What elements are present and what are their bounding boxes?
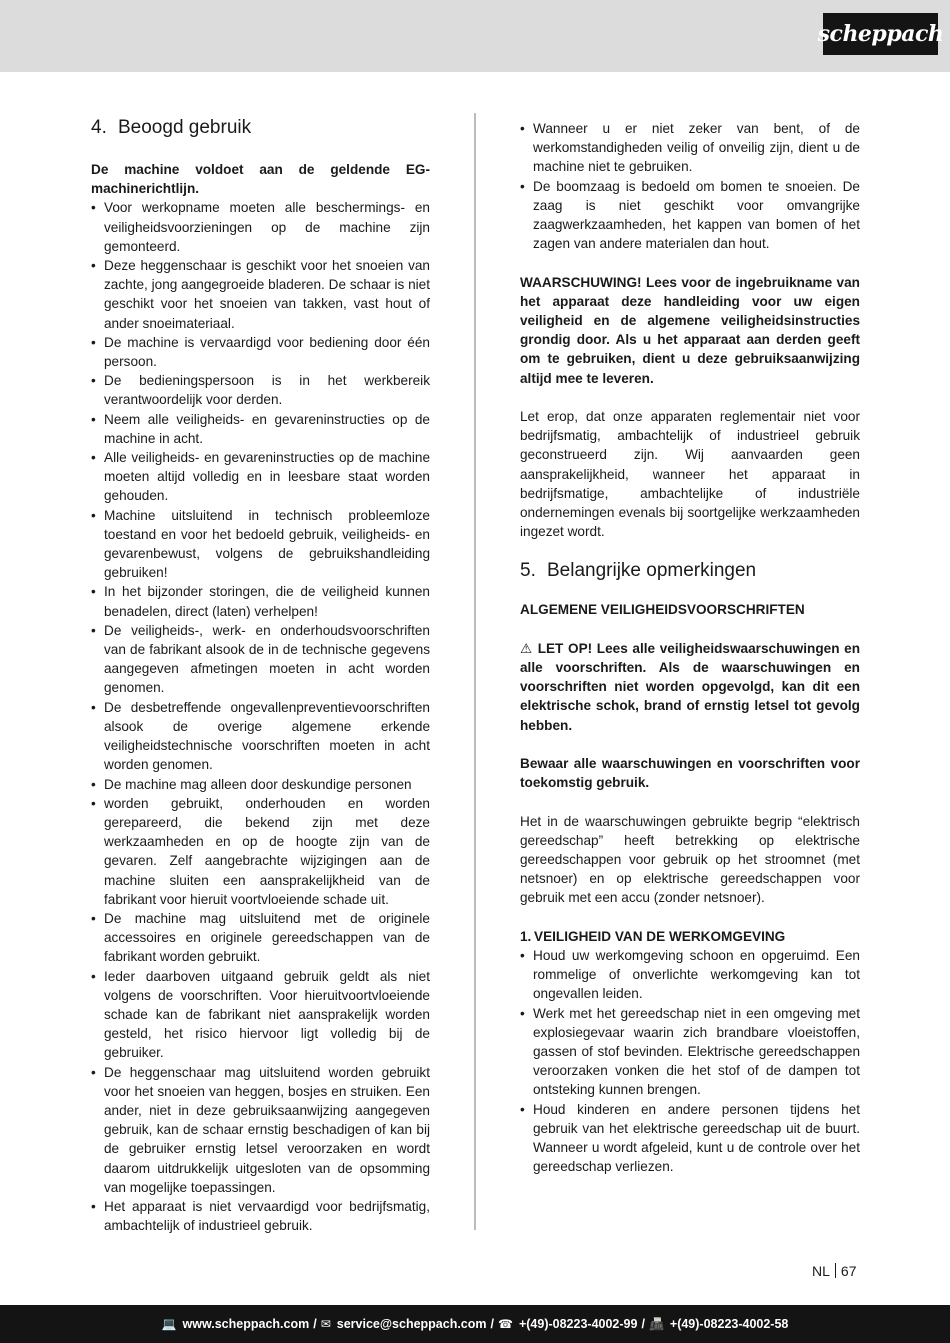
- fax-icon: 📠: [648, 1317, 664, 1331]
- list-item: • Houd uw werkomgeving schoon en opgeruimd. Een rommelige of onverlichte werkomgeving kan tot ongevallen leiden.: [520, 946, 860, 1004]
- section-number: 4.: [91, 117, 107, 138]
- phone-icon: ☎: [498, 1317, 513, 1331]
- column-divider: [474, 113, 476, 1230]
- list-item: • Werk met het gereedschap niet in een omgeving met explosiegevaar waarin zich brandbare vloeistoffen, gassen of stof bevinden. Elektrische gereedschappen veroorzaken vonken die het stof of de dampen tot ontsteking kunnen brengen.: [520, 1004, 860, 1100]
- subsection-title: VEILIGHEID VAN DE WERKOMGEVING: [534, 928, 786, 944]
- scheppach-logo[interactable]: scheppach: [823, 13, 938, 55]
- right-column: [520, 119, 860, 1176]
- page-number: [812, 1263, 856, 1279]
- list-item: • De machine mag alleen door deskundige personen: [91, 775, 430, 794]
- list-item: • De machine is vervaardigd voor bediening door één persoon.: [91, 333, 430, 371]
- footer-bar: [0, 1305, 950, 1343]
- list-item: • De veiligheids-, werk- en onderhoudsvoorschriften van de fabrikant alsook de in de technische gegevens aangegeven afmetingen moeten in acht worden genomen.: [91, 621, 430, 698]
- page-number-separator: [835, 1263, 836, 1278]
- liability-note: Let erop, dat onze apparaten reglementair niet voor bedrijfsmatig, ambachtelijk of industrieel gebruik geconstrueerd zijn. Wij aanvaarden geen aansprakelijkheid, wanneer het apparaat in bedrijfsmatige, ambachtelijke of industriële ondernemingen evenals bij soortgelijke werkzaamheden ingezet wordt.: [520, 409, 860, 540]
- definition-paragraph: Het in de waarschuwingen gebruikte begrip “elektrisch gereedschap” heeft betrekking op elektrische gereedschappen voor gebruik op het stroomnet (met netsnoer) en op elektrische gereedschappen voor gebruik met een accu (zonder netsnoer).: [520, 813, 860, 906]
- caution-paragraph: [520, 639, 860, 735]
- list-item: • Alle veiligheids- en gevareninstructies op de machine moeten altijd volledig en in leesbare staat worden gehouden.: [91, 448, 430, 506]
- list-item: • De machine mag uitsluitend met de originele accessoires en originele gereedschappen van de fabrikant worden gebruikt.: [91, 909, 430, 967]
- list-item: • Wanneer u er niet zeker van bent, of de werkomstandigheden veilig of onveilig zijn, dient u de machine niet te gebruiken.: [520, 119, 860, 177]
- language-code: NL: [812, 1263, 830, 1279]
- list-item: • Houd kinderen en andere personen tijdens het gebruik van het elektrische gereedschap uit de buurt. Wanneer u wordt afgeleid, kunt u de controle over het gereedschap verliezen.: [520, 1100, 860, 1177]
- phone-number[interactable]: +(49)-08223-4002-99: [518, 1317, 638, 1331]
- website-link[interactable]: www.scheppach.com: [182, 1317, 310, 1331]
- list-item: • In het bijzonder storingen, die de veiligheid kunnen benadelen, direct (laten) verhelpen!: [91, 582, 430, 620]
- list-item: • Het apparaat is niet vervaardigd voor bedrijfsmatig, ambachtelijk of industrieel gebruik.: [91, 1197, 430, 1235]
- section-title: Beoogd gebruik: [118, 117, 252, 138]
- intended-use-list: [91, 198, 430, 1235]
- caution-text: LET OP! Lees alle veiligheidswaarschuwingen en alle voorschriften. Als de waarschuwingen en voorschriften niet worden opgevolgd, kan dit een elektrische schok, brand of ernstig letsel tot gevolg hebben.: [520, 640, 861, 733]
- work-area-safety-heading: [520, 927, 860, 946]
- list-item: • Deze heggenschaar is geschikt voor het snoeien van zachte, jong aangegroeide bladeren. De schaar is niet geschikt voor het snoeien van takken, vast hout of ander snoeimateriaal.: [91, 256, 430, 333]
- subsection-number: 1.: [520, 928, 532, 944]
- list-item: • Machine uitsluitend in technisch probleemloze toestand en voor het bedoeld gebruik, veiligheids- en gevarenbewust, volgens de gebruikshandleiding gebruiken!: [91, 506, 430, 583]
- fax-number: +(49)-08223-4002-58: [669, 1317, 789, 1331]
- work-area-list: [520, 946, 860, 1176]
- intro-statement: De machine voldoet aan de geldende EG-machinerichtlijn.: [91, 162, 430, 197]
- section-title: Belangrijke opmerkingen: [547, 560, 757, 582]
- warning-paragraph: WAARSCHUWING! Lees voor de ingebruikname van het apparaat deze handleiding voor uw eigen veiligheid en de algemene veiligheidsinstructies grondig door. Als u het apparaat aan derden geeft om te gebruiken, dient u deze gebruiksaanwijzing altijd mee te leveren.: [520, 274, 860, 386]
- list-item: • De bedieningspersoon is in het werkbereik verantwoordelijk voor derden.: [91, 371, 430, 409]
- usage-notes-list: [520, 119, 860, 253]
- list-item: • Voor werkopname moeten alle beschermings- en veiligheidsvoorzieningen op de machine zijn gemonteerd.: [91, 198, 430, 256]
- section-heading-4: [91, 116, 430, 140]
- safety-subtitle: ALGEMENE VEILIGHEIDSVOORSCHRIFTEN: [520, 602, 805, 618]
- list-item: • Neem alle veiligheids- en gevareninstructies op de machine in acht.: [91, 410, 430, 448]
- list-item: • Ieder daarboven uitgaand gebruik geldt als niet volgens de voorschriften. Voor hieruitvoortvloeiende schade kan de fabrikant niet aansprakelijk worden gesteld, het risico hiervoor ligt volledig bij de gebruiker.: [91, 967, 430, 1063]
- warning-triangle-icon: ⚠: [520, 640, 534, 656]
- left-column: [91, 116, 430, 1235]
- computer-icon: 💻: [161, 1317, 177, 1331]
- section-heading-5: [520, 559, 860, 583]
- footer-separator: /: [313, 1317, 317, 1331]
- list-item: • De heggenschaar mag uitsluitend worden gebruikt voor het snoeien van heggen, bosjes en struiken. Een ander, niet in deze gebruiksaanwijzing aangegeven gebruik, kan de schaar ernstig beschadigen of kan bij de gebruiker ernstig letsel veroorzaken en wordt daarom uitdrukkelijk uitgesloten van de opsomming van mogelijke toepassingen.: [91, 1063, 430, 1197]
- list-item: • worden gebruikt, onderhouden en worden gerepareerd, die bekend zijn met deze werkzaamheden en op de hoogte zijn van de gevaren. Zelf aangebrachte wijzigingen aan de machine sluiten een aansprakelijkheid van de fabrikant voor hieruit voortvloeiende schade uit.: [91, 794, 430, 909]
- section-number: 5.: [520, 560, 536, 582]
- footer-separator: /: [490, 1317, 494, 1331]
- list-item: • De desbetreffende ongevallenpreventievoorschriften alsook de overige algemene erkende veiligheidstechnische voorschriften moeten in acht worden genomen.: [91, 698, 430, 775]
- mail-icon: ✉: [320, 1317, 331, 1331]
- page-number-value: 67: [840, 1263, 857, 1279]
- keep-instructions: Bewaar alle waarschuwingen en voorschriften voor toekomstig gebruik.: [520, 756, 860, 791]
- footer-separator: /: [641, 1317, 645, 1331]
- email-link[interactable]: service@scheppach.com: [336, 1317, 487, 1331]
- list-item: • De boomzaag is bedoeld om bomen te snoeien. De zaag is niet geschikt voor omvangrijke zaagwerkzaamheden, het kappen van bomen of het zagen van andere materialen dan hout.: [520, 177, 860, 254]
- header-band: [0, 0, 950, 72]
